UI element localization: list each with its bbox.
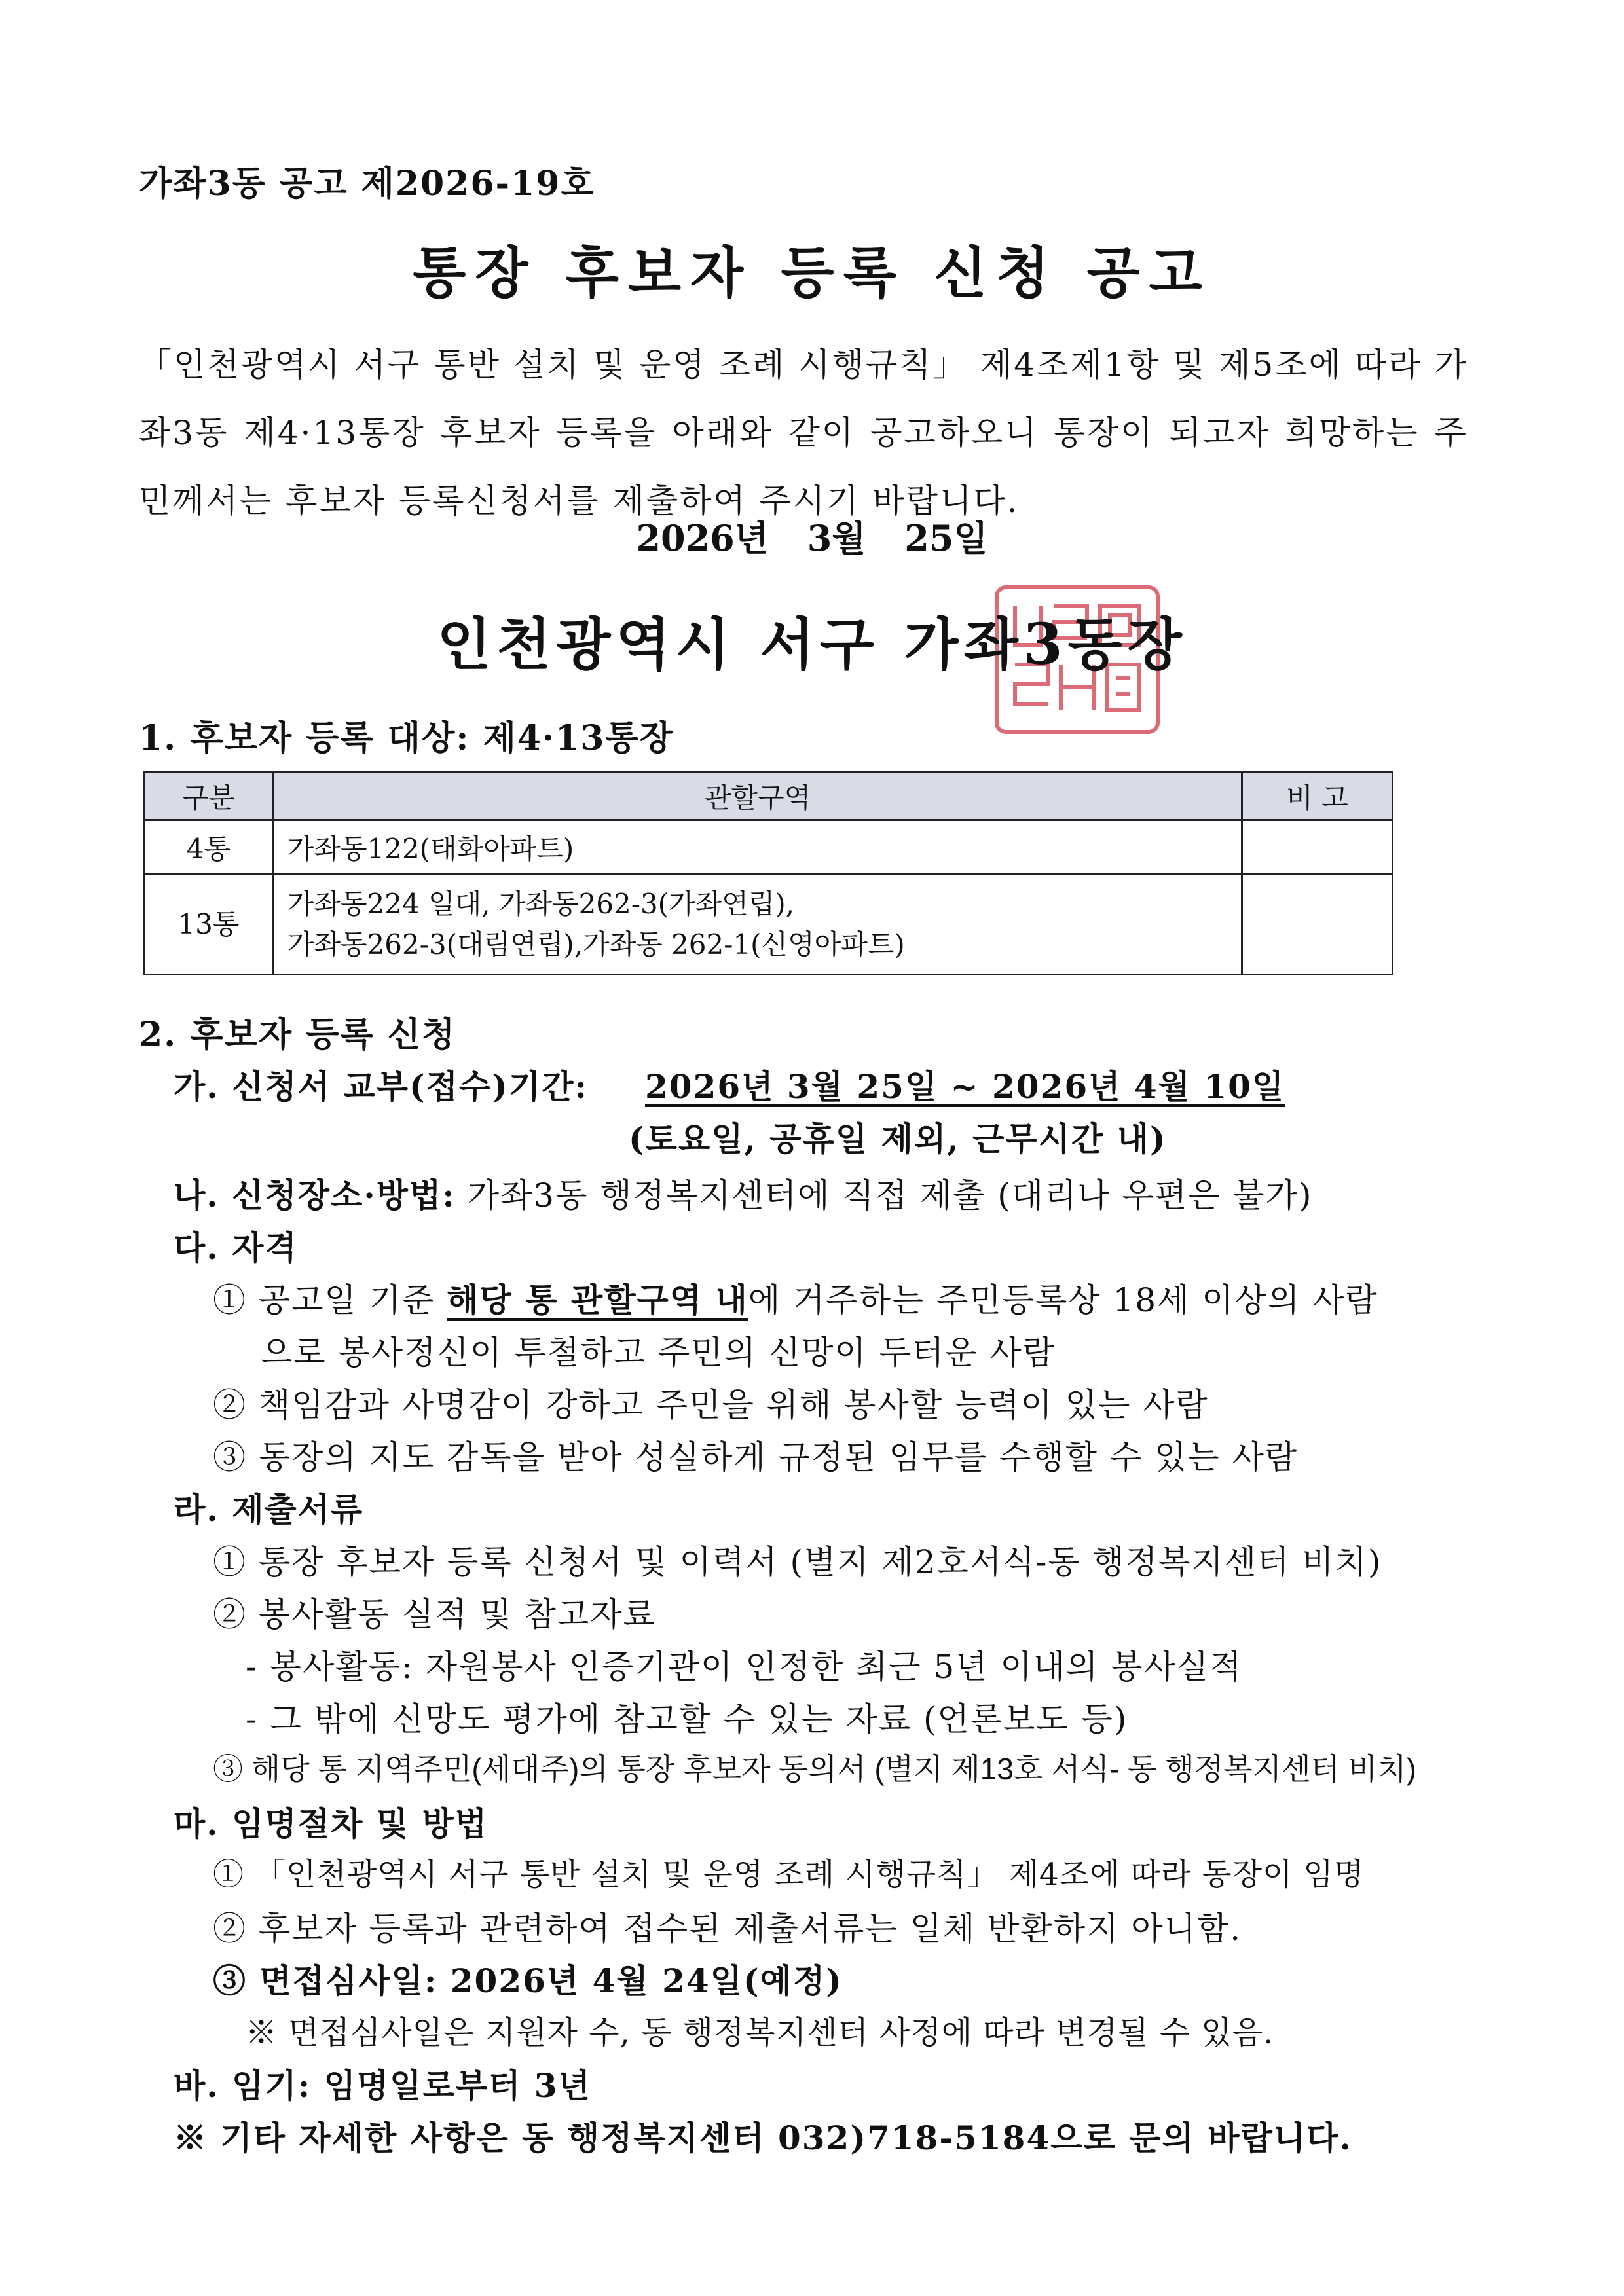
- notice-date: 2026년 3월 25일: [636, 517, 988, 559]
- appointment-item-1: ① 「인천광역시 서구 통반 설치 및 운영 조례 시행규칙」 제4조에 따라 동장이 임명: [213, 1857, 1365, 1893]
- documents-item-2-sub-2: - 그 밖에 신망도 평가에 참고할 수 있는 자료 (언론보도 등): [246, 1700, 1128, 1738]
- documents-item-1: ① 통장 후보자 등록 신청서 및 이력서 (별지 제2호서식-동 행정복지센터 비치): [213, 1543, 1382, 1581]
- qualification-item-3: ③ 동장의 지도 감독을 받아 성실하게 규정된 임무를 수행할 수 있는 사람: [213, 1438, 1299, 1476]
- notice-number: 가좌3동 공고 제2026-19호: [139, 164, 595, 204]
- section1-heading: 1. 후보자 등록 대상: 제4·13통장: [139, 718, 674, 758]
- period-value: 2026년 3월 25일 ~ 2026년 4월 10일: [645, 1067, 1285, 1106]
- office-name: 인천광역시 서구 가좌3동장: [437, 611, 1187, 678]
- documents-item-2: ② 봉사활동 실적 및 참고자료: [213, 1595, 656, 1633]
- qualification-item-1-emphasis: 해당 통 관할구역 내: [447, 1281, 748, 1319]
- documents-label: 라. 제출서류: [174, 1490, 364, 1529]
- appointment-item-3: ③ 면접심사일: 2026년 4월 24일(예정): [213, 1961, 843, 2000]
- appointment-item-3-note: ※ 면접심사일은 지원자 수, 동 행정복지센터 사정에 따라 변경될 수 있음.: [246, 2014, 1274, 2051]
- table-row: [144, 820, 1393, 875]
- period-label: 가. 신청서 교부(접수)기간:: [174, 1067, 588, 1106]
- area-line: 가좌동224 일대, 가좌동262-3(가좌연립),: [287, 888, 795, 920]
- documents-item-2-sub-1: - 봉사활동: 자원봉사 인증기관이 인정한 최근 5년 이내의 봉사실적: [246, 1648, 1243, 1686]
- place-method-text: 가좌3동 행정복지센터에 직접 제출 (대리나 우편은 불가): [467, 1176, 1313, 1214]
- jurisdiction-table: [143, 771, 1393, 975]
- column-header: 관할구역: [273, 773, 1242, 820]
- table-cell-note: [1242, 820, 1393, 875]
- table-row: [144, 875, 1393, 975]
- table-cell-division: 13통: [144, 875, 274, 975]
- contact-footer: ※ 기타 자세한 사항은 동 행정복지센터 032)718-5184으로 문의 바랍니다.: [174, 2119, 1352, 2157]
- qualification-item-1-prefix: ① 공고일 기준: [213, 1281, 447, 1319]
- table-cell-division: 4통: [144, 820, 274, 875]
- column-header: 구분: [144, 773, 274, 820]
- table-cell-note: [1242, 875, 1393, 975]
- qualification-item-1-suffix: 에 거주하는 주민등록상 18세 이상의 사람: [748, 1281, 1378, 1319]
- term-line: 바. 임기: 임명일로부터 3년: [174, 2066, 591, 2105]
- period-note: (토요일, 공휴일 제외, 근무시간 내): [629, 1120, 1167, 1158]
- column-header: 비 고: [1242, 773, 1393, 820]
- table-header-row: [144, 773, 1393, 820]
- section2-heading: 2. 후보자 등록 신청: [139, 1015, 456, 1055]
- place-method-label: 나. 신청장소·방법:: [174, 1176, 456, 1214]
- qualification-item-2: ② 책임감과 사명감이 강하고 주민을 위해 봉사할 능력이 있는 사람: [213, 1386, 1209, 1424]
- table-cell-area: [273, 875, 1242, 975]
- qualification-label: 다. 자격: [174, 1228, 298, 1267]
- qualification-item-1: [213, 1274, 1378, 1321]
- documents-item-3: ③ 해당 통 지역주민(세대주)의 통장 후보자 동의서 (별지 제13호 서식- 동 행정복지센터 비치): [213, 1752, 1416, 1786]
- appointment-item-2: ② 후보자 등록과 관련하여 접수된 제출서류는 일체 반환하지 아니함.: [213, 1910, 1242, 1948]
- document-title: 통장 후보자 등록 신청 공고: [413, 240, 1211, 305]
- area-line: 가좌동262-3(대림연립),가좌동 262-1(신영아파트): [287, 928, 905, 960]
- intro-paragraph: 「인천광역시 서구 통반 설치 및 운영 조례 시행규칙」 제4조제1항 및 제5조에 따라 가좌3동 제4·13통장 후보자 등록을 아래와 같이 공고하오니 통장이 되고자 희망하는 주민께서는 후보자 등록신청서를 제출하여 주시기 바랍니다.: [139, 346, 1468, 520]
- place-method-line: [174, 1169, 1312, 1216]
- appointment-label: 마. 임명절차 및 방법: [174, 1804, 489, 1843]
- qualification-item-1-continued: 으로 봉사정신이 투철하고 주민의 신망이 두터운 사람: [261, 1334, 1056, 1372]
- table-cell-area: 가좌동122(태화아파트): [273, 820, 1242, 875]
